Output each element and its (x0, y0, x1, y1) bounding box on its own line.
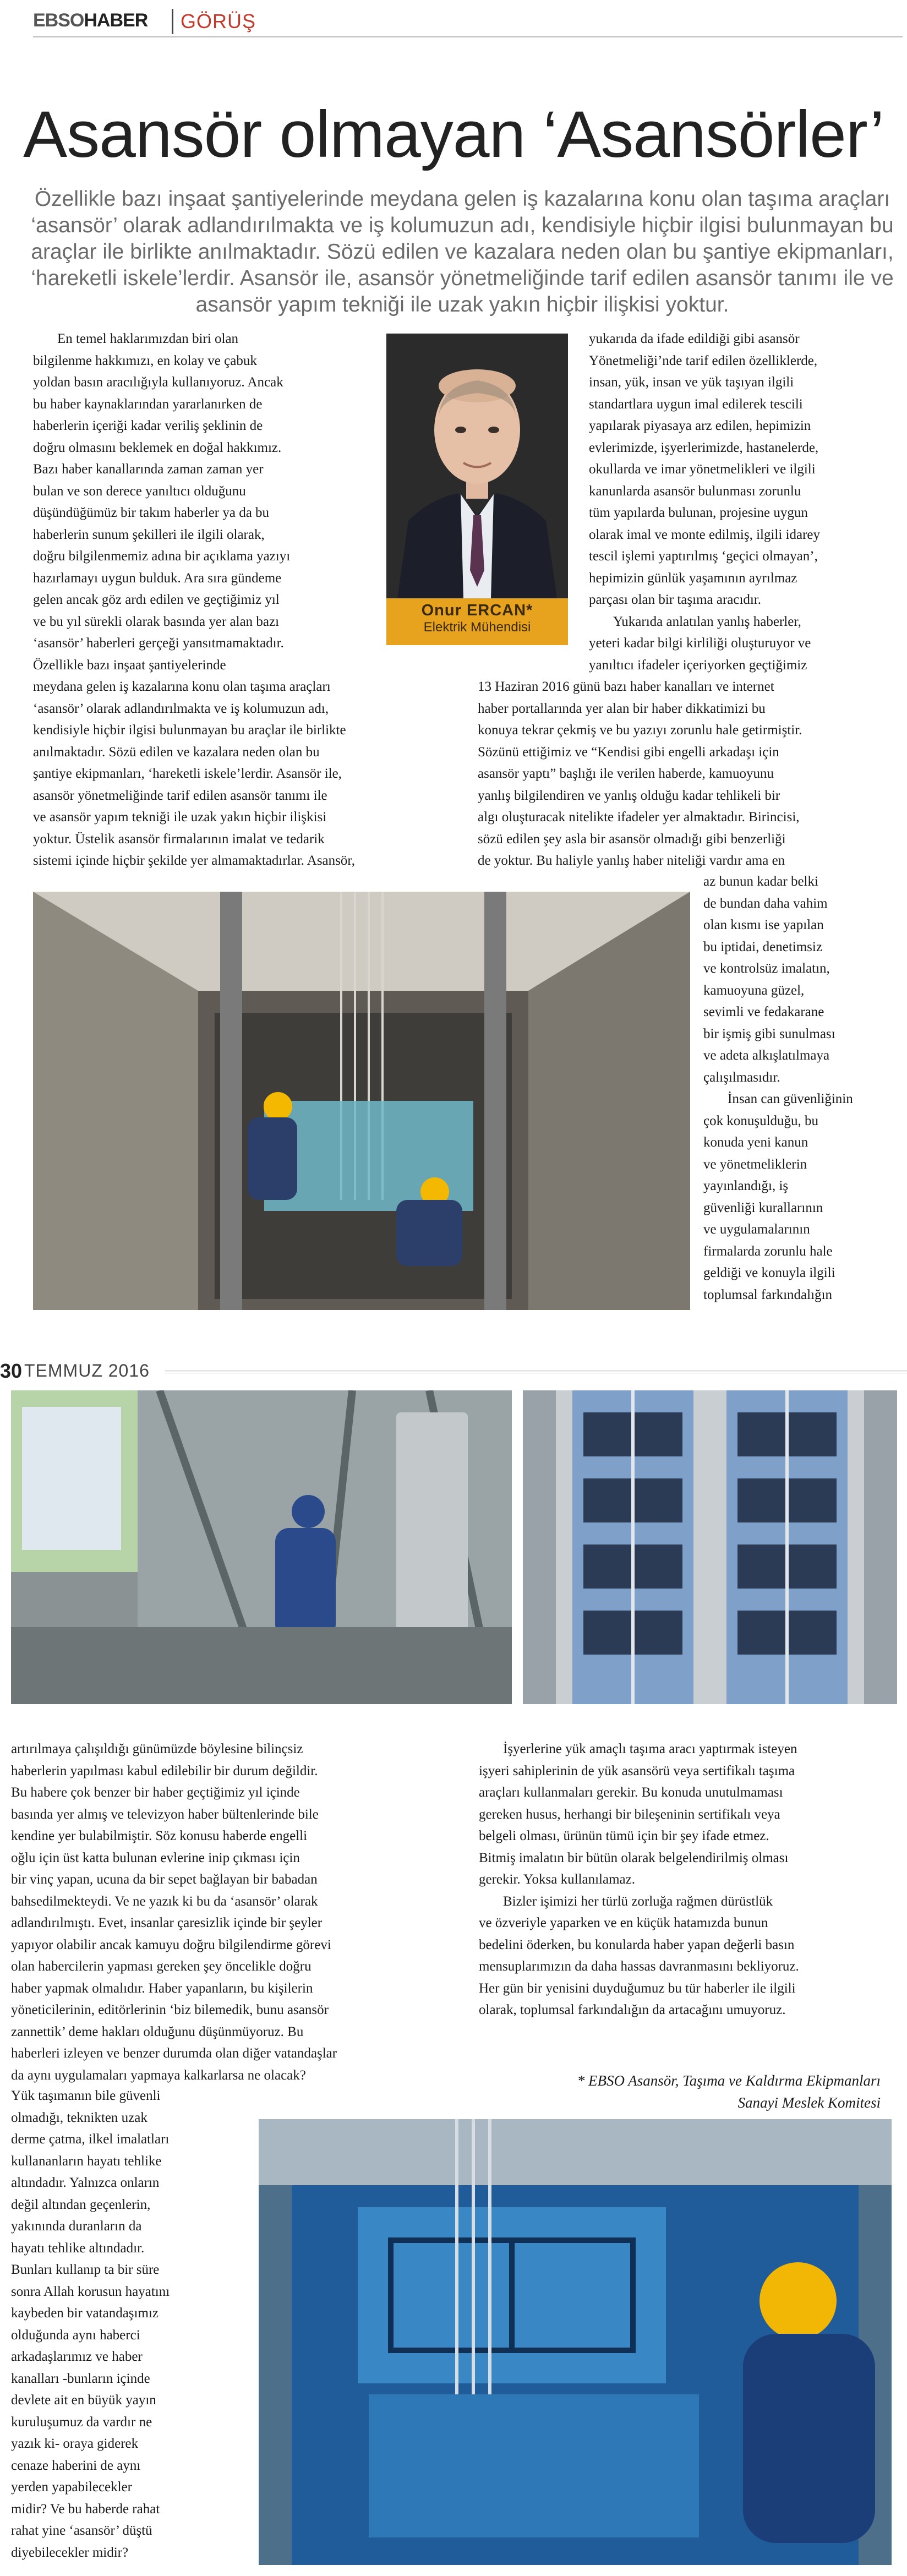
column-1 (33, 328, 385, 872)
text-line: kuruluşumuz da vardır ne (11, 2414, 152, 2430)
text-line: Yönetmeliği’nde tarif edilen özelliklerde, (589, 353, 818, 368)
text-line: Bazı haber kanallarında zaman zaman yer (33, 462, 264, 477)
text-line: ve özveriyle yaparken ve en küçük hatamızda bunun (479, 1915, 768, 1930)
section-label: GÖRÜŞ (181, 10, 256, 32)
text-line: okullarda ve imar yönetmelikleri ve ilgili (589, 462, 816, 477)
text-line: haberleri izleyen ve benzer durumda olan diğer vatandaşlar (11, 2046, 337, 2061)
text-line: meydana gelen iş kazalarına konu olan taşıma araçları (33, 679, 331, 694)
text-line: Bunları kullanıp ta bir süre (11, 2262, 160, 2277)
text-line: araçları kullanmaları gerekir. Bu konuda unutulmaması (479, 1785, 783, 1800)
text-line: 13 Haziran 2016 günü bazı haber kanalları ve internet (478, 679, 774, 694)
wide-block-text (478, 676, 896, 872)
text-line: hayatı tehlike altındadır. (11, 2240, 145, 2256)
text-line: bir işmiş gibi sunulması (703, 1026, 835, 1041)
text-line: evlerimizde, işyerlerimizde, hastanelerde, (589, 440, 819, 455)
text-line: şantiye ekipmanları, ‘hareketli iskele’lerdir. Asansör ile, (33, 766, 342, 781)
text-line: kullananların hayatı tehlike (11, 2153, 162, 2169)
text-line: bilgilenme hakkımızı, en kolay ve çabuk (33, 353, 257, 368)
text-line: artırılmaya çalışıldığı günümüzde böylesine bilinçsiz (11, 1742, 303, 1756)
text-line: olan kısmı ise yapılan (703, 918, 824, 932)
text-line: basında yer almış ve televizyon haber bültenlerinde bile (11, 1807, 319, 1822)
text-line: bedelini öderken, bu konularda haber yapan değerli basın (479, 1937, 795, 1952)
text-line: algı oluşturacak nitelikte ifadeler yer almaktadır. Birincisi, (478, 810, 800, 825)
text-line: az bunun kadar belki (703, 874, 818, 889)
text-line: bir vinç yapan, ucuna da bir sepet bağlayan bir babadan (11, 1872, 318, 1887)
text-line: yakınında duranların da (11, 2219, 142, 2234)
text-line: derme çatma, ilkel imalatları (11, 2132, 170, 2147)
text-line: ve asansör yapım tekniği ile uzak yakın hiçbir ilişkisi (33, 810, 327, 825)
text-line: da aynı uygulamaları yapmaya kalkarlarsa ne olacak? (11, 2067, 306, 2083)
text-line: doğru bilgilenmemiz adına bir açıklama yazıyı (33, 549, 291, 564)
text-line: ve uygulamalarının (703, 1222, 810, 1237)
page2-column-1 (11, 1738, 457, 2086)
text-line: asansör yaptı” başlığı ile verilen haberde, kamuoyunu (478, 766, 774, 781)
text-line: olan habercilerin yapması gereken şey öncelikle doğru (11, 1959, 312, 1974)
text-line: gerekir. Yoksa kullanılamaz. (479, 1872, 635, 1887)
text-line: yanlış bilgilendiren ve yanlış olduğu kadar tehlikeli bir (478, 788, 780, 803)
column-3-text (589, 328, 897, 676)
text-line: olarak imal ve monte edilmiş, ilgili idarey (589, 527, 821, 542)
text-line: de bundan daha vahim (703, 896, 828, 911)
author-name: Onur ERCAN* (421, 602, 533, 619)
wide-text-block (478, 676, 896, 872)
text-line: En temel haklarımızdan biri olan (57, 331, 239, 346)
article-lead: Özellikle bazı inşaat şantiyelerinde meydana gelen iş kazalarına konu olan taşıma araçları ‘asansör’ olarak adlandırılmakta ve iş kolumuzun adı, kendisiyle hiçbir ilgisi bulunmayan bu araçlar ile birlikte anılmaktadır. Sözü edilen ve kazalara neden olan bu şantiye ekipmanları, ‘hareketli iskele’lerdir. Asansör ile, asansör yönetmeliğinde tarif edilen asansör tanımı ile ve asansör yapım tekniği ile uzak yakın hiçbir ilişkisi yoktur. (31, 187, 894, 316)
text-line: oğlu için üst katta bulunan evlerine inip çıkması için (11, 1850, 300, 1865)
text-line: Yukarıda anlatılan yanlış haberler, (613, 614, 801, 629)
text-line: yanıltıcı ifadeler içeriyorken geçtiğimiz (589, 657, 807, 673)
text-line: haber yapmak olmalıdır. Haber yapanların, bu kişilerin (11, 1980, 313, 1996)
text-line: İnsan can güvenliğinin (728, 1091, 853, 1106)
text-line: kaybeden bir vatandaşımız (11, 2306, 159, 2321)
text-line: ve yönetmeliklerin (703, 1156, 807, 1172)
text-line: rahat yine ‘asansör’ düştü (11, 2523, 152, 2538)
text-line: kendisiyle hiçbir ilgisi bulunmayan bu araçlar ile birlikte (33, 723, 346, 738)
text-line: insan, yük, insan ve yük taşıyan ilgili (589, 375, 794, 390)
text-line: yayınlandığı, iş (703, 1178, 789, 1193)
text-line: konuya tekrar çekmiş ve bu yazıyı zorunlu hale getirmiştir. (478, 723, 802, 738)
text-line: doğru olmasını beklemek en doğal hakkımız. (33, 440, 282, 455)
text-line: midir? Ve bu haberde rahat (11, 2501, 160, 2517)
text-line: yoldan basın aracılığıyla kullanıyoruz. Ancak (33, 375, 283, 390)
text-line: sevimli ve fedakarane (703, 1005, 824, 1019)
text-line: gereken husus, herhangi bir bileşeninin sertifikalı veya (479, 1807, 780, 1822)
column-1-text (33, 328, 385, 872)
cabin-roof-icon (259, 2119, 892, 2565)
text-line: diyebilecekler midir? (11, 2545, 129, 2560)
footnote-line-1: * EBSO Asansör, Taşıma ve Kaldırma Ekipmanları (577, 2072, 881, 2089)
text-line: sistemi içinde hiçbir şekilde yer almamaktadırlar. Asansör, (33, 853, 355, 868)
text-line: altındadır. Yalnızca onların (11, 2175, 160, 2190)
elevator-shaft-icon (33, 892, 690, 1310)
page-footer (0, 1358, 907, 1380)
footnote-line-2: Sanayi Meslek Komitesi (737, 2094, 881, 2111)
text-line: Özellikle bazı inşaat şantiyelerinde (33, 657, 226, 673)
text-line: gelen ancak göz ardı edilen ve geçtiğimiz yıl (33, 592, 280, 607)
text-line: yerden yapabilecekler (11, 2480, 133, 2495)
text-line: firmalarda zorunlu hale (703, 1243, 833, 1259)
text-line: standartlara uygun imal edilerek tescili (589, 396, 803, 412)
glass-elevators-photo (523, 1390, 897, 1704)
text-line: bu haber kaynaklarından yararlanırken de (33, 396, 263, 412)
text-line: yöneticilerinin, editörlerinin ‘biz bilemedik, bunu asansör (11, 2002, 329, 2017)
masthead-divider (172, 9, 173, 34)
text-line: sonra Allah korusun hayatını (11, 2284, 170, 2299)
text-line: tescil işlemi yaptırılmış ‘geçici olmayan’, (589, 549, 818, 564)
text-line: konuda yeni kanun (703, 1135, 808, 1150)
column-3 (589, 328, 897, 676)
text-line: kanalları -bunların içinde (11, 2371, 150, 2386)
text-line: ‘asansör’ olarak adlandırılmakta ve iş kolumuzun adı, (33, 701, 329, 716)
text-line: belgeli olması, ürünün tümü için bir şey ifade etmez. (479, 1829, 769, 1843)
page2-column-2 (479, 1738, 897, 2021)
text-line: kamuoyuna güzel, (703, 983, 805, 998)
technician-photo (11, 1390, 512, 1704)
text-line: yukarıda da ifade edildiği gibi asansör (589, 331, 800, 346)
text-line: hepimizin günlük yaşamının ayrılmaz (589, 570, 797, 586)
text-line: bulan ve son derece yanıltıcı olduğunu (33, 483, 246, 499)
text-line: geldiği ve konuyla ilgili (703, 1265, 835, 1280)
text-line: yeteri kadar bilgi kirliliği oluşturuyor ve (589, 636, 811, 651)
text-line: değil altından geçenlerin, (11, 2197, 151, 2212)
text-line: parçası olan bir taşıma aracıdır. (589, 592, 762, 607)
brand-logo: EBSOHABER (33, 10, 148, 31)
article-title: Asansör olmayan ‘Asansörler’ (23, 97, 884, 171)
glass-elevators-icon (523, 1390, 897, 1704)
footer-rule (165, 1371, 907, 1374)
text-line: Her gün bir yenisini duyduğumuz bu tür haberler ile ilgili (479, 1980, 796, 1996)
text-line: haber portallarında yer alan bir haber dikkatimizi bu (478, 701, 766, 716)
page2-column-1-text (11, 1738, 457, 2086)
text-line: Yük taşımanın bile güvenli (11, 2088, 161, 2103)
text-line: Bizler işimizi her türlü zorluğa rağmen dürüstlük (503, 1893, 773, 1909)
technician-icon (11, 1390, 512, 1704)
issue-date: TEMMUZ 2016 (24, 1361, 150, 1380)
text-line: çalışılmasıdır. (703, 1069, 780, 1085)
text-line: cenaze haberini de aynı (11, 2458, 141, 2473)
text-line: sözü edilen şey asla bir asansör olmadığı gibi benzerliği (478, 831, 786, 847)
text-line: yapılarak piyasaya arz edilen, hepimizin (589, 418, 811, 433)
text-line: tüm yapılarda bulunan, projesine uygun (589, 505, 808, 520)
text-line: kendine yer bulabilmiştir. Söz konusu haberde engelli (11, 1829, 308, 1843)
text-line: haberlerin içeriği kadar veriliş şeklinin de (33, 418, 263, 433)
page2-column-2-text (479, 1738, 897, 2021)
author-caption (386, 598, 568, 645)
page2-column-1b-text (11, 2085, 242, 2563)
narrow-column (703, 871, 896, 1306)
text-line: ve adeta alkışlatılmaya (703, 1048, 830, 1063)
masthead (33, 6, 903, 37)
text-line: İşyerlerine yük amaçlı taşıma aracı yaptırmak isteyen (503, 1742, 797, 1756)
text-line: olmadığı, teknikten uzak (11, 2110, 147, 2125)
text-line: düşündüğümüz bir takım haberler ya da bu (33, 505, 270, 520)
text-line: mensuplarımızın da daha hassas davranmasını bekliyoruz. (479, 1959, 799, 1974)
text-line: zannettik’ deme hakları olduğunu düşünmüyoruz. Bu (11, 2024, 304, 2039)
text-line: Bitmiş imalatın bir bütün olarak belgelendirilmiş olması (479, 1850, 789, 1865)
text-line: bu iptidai, denetimsiz (703, 939, 822, 954)
text-line: Sözünü ettiğimiz ve “Kendisi gibi engelli arkadaşı için (478, 744, 779, 760)
text-line: bahsedilmekteydi. Ve ne yazık ki bu da ‘asansör’ olarak (11, 1893, 318, 1909)
text-line: güvenliği kurallarının (703, 1200, 823, 1215)
page2-column-1b (11, 2085, 242, 2563)
portrait-icon (386, 334, 568, 598)
text-line: işyeri sahiplerinin de yük asansörü veya sertifikalı taşıma (479, 1763, 795, 1778)
text-line: yazık ki- oraya giderek (11, 2436, 139, 2451)
narrow-column-text (703, 871, 896, 1306)
elevator-shaft-photo (33, 892, 690, 1310)
text-line: hazırlamayı uygun bulduk. Ara sıra gündeme (33, 570, 282, 586)
text-line: devlete ait en büyük yayın (11, 2393, 156, 2408)
text-line: yapıyor olabilir ancak kamuyu doğru bilgilendirme görevi (11, 1937, 331, 1952)
text-line: haberlerin yapılması kabul edilebilir bir durum değildir. (11, 1763, 318, 1778)
text-line: adlandırılmıştı. Evet, insanlar çaresizlik içinde bir şeyler (11, 1915, 323, 1930)
text-line: ve bu yıl sürekli olarak basında yer alan bazı (33, 614, 280, 629)
page-number: 30 (0, 1360, 23, 1382)
masthead-rule (33, 36, 903, 37)
text-line: arkadaşlarımız ve haber (11, 2349, 143, 2364)
text-line: yoktur. Üstelik asansör firmalarının imalat ve tedarik (33, 831, 325, 847)
text-line: kanunlarda asansör bulunması zorunlu (589, 483, 801, 499)
text-line: Bu habere çok benzer bir haber geçtiğimiz yıl içinde (11, 1785, 300, 1800)
author-footnote (495, 2070, 881, 2114)
text-line: toplumsal farkındalığın (703, 1287, 832, 1302)
text-line: asansör yönetmeliğinde tarif edilen asansör tanımı ile (33, 788, 327, 803)
text-line: haberlerin sunum şekilleri ile ilgili olarak, (33, 527, 265, 542)
text-line: olduğunda aynı haberci (11, 2327, 140, 2343)
text-line: olarak, toplumsal farkındalığın da artacağını umuyoruz. (479, 2002, 786, 2017)
cabin-roof-photo (259, 2119, 892, 2565)
text-line: de yoktur. Bu haliyle yanlış haber niteliği vardır ama en (478, 853, 785, 868)
text-line: ve kontrolsüz imalatın, (703, 961, 830, 976)
author-photo (386, 334, 568, 598)
author-title: Elektrik Mühendisi (423, 620, 531, 635)
text-line: anılmaktadır. Sözü edilen ve kazalara neden olan bu (33, 744, 320, 760)
text-line: çok konuşulduğu, bu (703, 1113, 819, 1128)
text-line: ‘asansör’ haberleri gerçeği yansıtmamaktadır. (33, 636, 284, 651)
